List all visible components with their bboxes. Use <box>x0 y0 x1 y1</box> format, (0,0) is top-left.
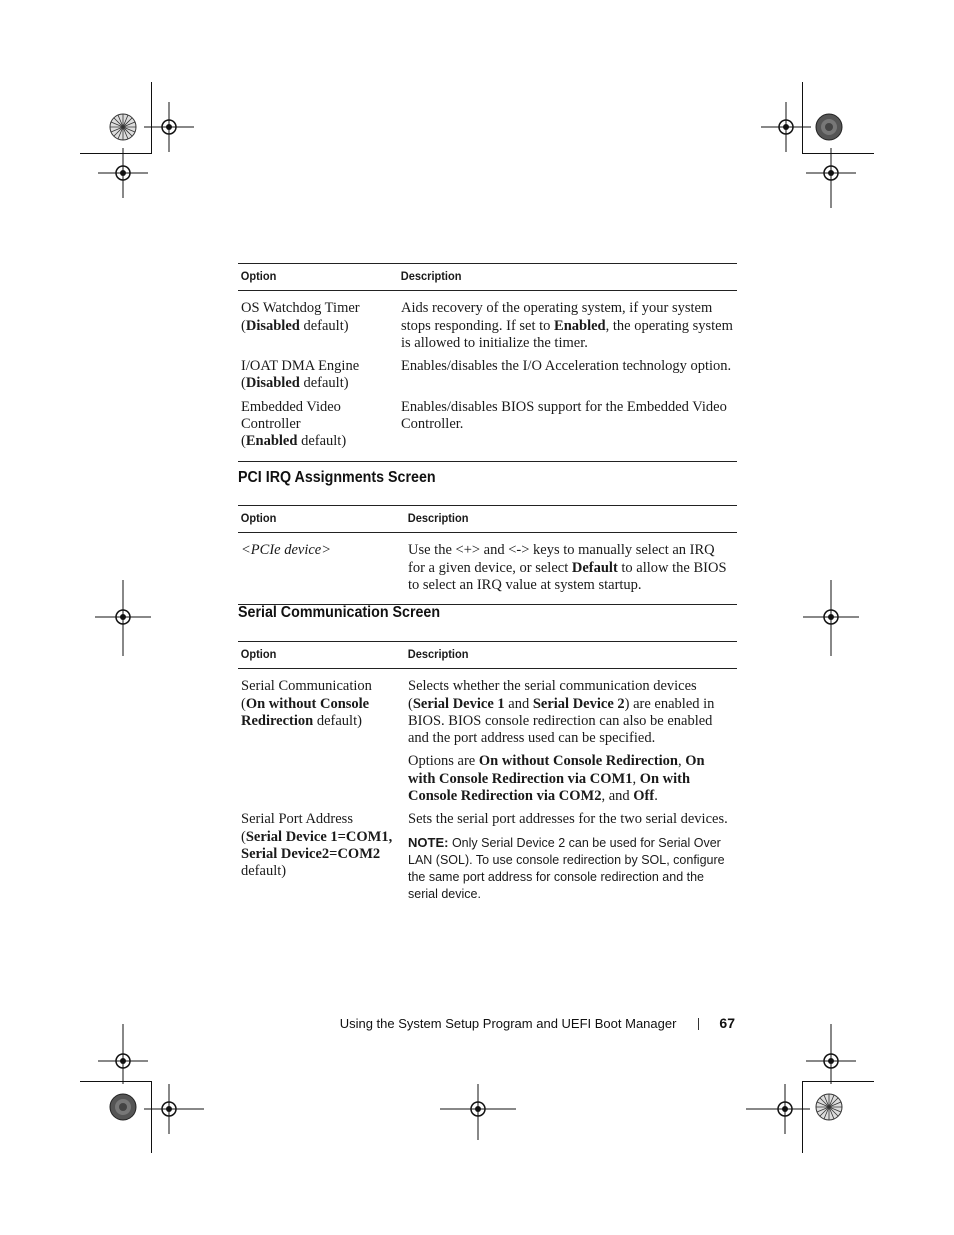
option-name: I/OAT DMA Engine <box>241 358 360 375</box>
description-cell <box>398 291 737 352</box>
note <box>408 834 734 904</box>
options-table-pci-irq <box>238 505 737 605</box>
column-header-option: Option <box>238 264 385 291</box>
description-paragraph <box>408 753 734 805</box>
footer-divider <box>698 1018 699 1030</box>
note-text: Only Serial Device 2 can be used for Serial Over LAN (SOL). To use console redirection by SOL, configure the same port address for console redirection and the serial device. <box>408 835 725 902</box>
dark-target-icon <box>815 113 843 141</box>
option-default-value: Disabled <box>245 317 300 334</box>
table-row <box>238 805 737 903</box>
page-footer <box>300 1015 735 1031</box>
registration-target-icon <box>746 1084 810 1134</box>
description-text: Options are <box>408 753 479 770</box>
option-name: Serial Communication <box>241 678 372 695</box>
registration-target-icon <box>95 580 151 656</box>
description-cell <box>405 805 737 903</box>
registration-target-icon <box>806 148 856 208</box>
column-header-description: Description <box>398 264 710 291</box>
option-default-value: Disabled <box>245 375 300 392</box>
registration-target-icon <box>761 102 811 152</box>
table-row <box>238 291 737 352</box>
option-name: Embedded Video Controller <box>241 398 341 433</box>
registration-target-icon <box>144 1084 204 1134</box>
registration-target-icon <box>98 148 148 198</box>
option-default-suffix: default) <box>297 433 347 450</box>
table-header-row <box>238 264 737 291</box>
option-default-value: Enabled <box>245 433 298 450</box>
option-default-suffix: default) <box>241 863 287 880</box>
table-row <box>238 533 737 605</box>
section-title-pci-irq: PCI IRQ Assignments Screen <box>238 469 436 486</box>
column-header-option: Option <box>238 642 392 669</box>
note-label: NOTE: <box>408 834 449 850</box>
description-text: Sets the serial port addresses for the two serial devices. <box>408 811 728 828</box>
option-default-suffix: default) <box>299 375 349 392</box>
table-header-row <box>238 642 737 669</box>
description-text: Use the <+> and <-> keys to manually select an IRQ for a given device, or select <box>408 542 715 576</box>
option-default-suffix: default) <box>313 712 362 729</box>
description-text: and <box>504 695 533 712</box>
table-row <box>238 393 737 461</box>
description-text: ) are enabled in BIOS. BIOS console redirection can also be enabled and the port address used can be specified. <box>408 695 715 747</box>
starburst-target-icon <box>109 113 137 141</box>
table-header-row <box>238 506 737 533</box>
column-header-option: Option <box>238 506 392 533</box>
option-cell: Serial Communication (On without Console Redirection default) <box>241 678 372 729</box>
option-name: <PCIe device> <box>241 542 332 559</box>
running-title: Using the System Setup Program and UEFI Boot Manager <box>339 1016 677 1031</box>
page-number: 67 <box>719 1015 735 1031</box>
option-default-suffix: default) <box>299 317 349 334</box>
option-cell <box>238 533 405 605</box>
starburst-target-icon <box>815 1093 843 1121</box>
description-text: to allow the BIOS to select an IRQ value at system startup. <box>408 559 727 593</box>
description-text: . <box>654 788 658 805</box>
description-text: , <box>678 753 686 770</box>
option-cell: Embedded Video Controller (Enabled default) <box>238 393 398 461</box>
option-name: OS Watchdog Timer <box>241 300 360 317</box>
option-cell: I/OAT DMA Engine (Disabled default) <box>241 358 360 392</box>
description-bold: Off <box>633 788 655 805</box>
description-text: Aids recovery of the operating system, if your system stops responding. If set to <box>401 300 713 334</box>
description-bold: On with Console Redirection via COM1 <box>408 753 705 787</box>
description-bold: Serial Device 1 <box>412 695 505 712</box>
section-title-serial-communication: Serial Communication Screen <box>238 604 441 621</box>
options-table-general <box>238 263 737 462</box>
table-row <box>238 669 737 806</box>
description-bold: Default <box>571 559 618 576</box>
option-default-value: On without Console Redirection <box>241 695 370 729</box>
registration-target-icon <box>440 1084 516 1140</box>
column-header-description: Description <box>405 506 710 533</box>
description-text: Selects whether the serial communication devices ( <box>408 678 697 712</box>
registration-target-icon <box>144 102 194 152</box>
option-name: Serial Port Address <box>241 811 353 828</box>
description-bold: On without Console Redirection <box>478 753 678 770</box>
option-cell: Serial Port Address (Serial Device 1=COM1, Serial Device2=COM2 default) <box>241 811 393 880</box>
options-table-serial <box>238 641 737 903</box>
table-row <box>238 352 737 393</box>
registration-target-icon <box>806 1024 856 1084</box>
description-cell: Enables/disables the I/O Acceleration technology option. <box>401 358 732 375</box>
description-text: , and <box>601 788 634 805</box>
description-paragraph <box>408 678 734 747</box>
description-bold: On with Console Redirection via COM2 <box>408 770 691 805</box>
option-default-value: Serial Device 1=COM1, Serial Device2=COM2 <box>241 828 393 862</box>
column-header-description: Description <box>405 642 710 669</box>
option-cell: OS Watchdog Timer (Disabled default) <box>241 300 360 334</box>
description-cell: Enables/disables BIOS support for the Embedded Video Controller. <box>398 393 737 461</box>
description-cell <box>405 669 737 806</box>
description-bold: Enabled <box>554 317 606 334</box>
description-bold: Serial Device 2 <box>532 695 625 712</box>
description-text: , the operating system is allowed to initialize the timer. <box>401 317 733 351</box>
description-cell <box>405 533 737 605</box>
dark-target-icon <box>109 1093 137 1121</box>
registration-target-icon <box>98 1024 148 1084</box>
registration-target-icon <box>803 580 859 656</box>
description-text: , <box>632 770 640 787</box>
